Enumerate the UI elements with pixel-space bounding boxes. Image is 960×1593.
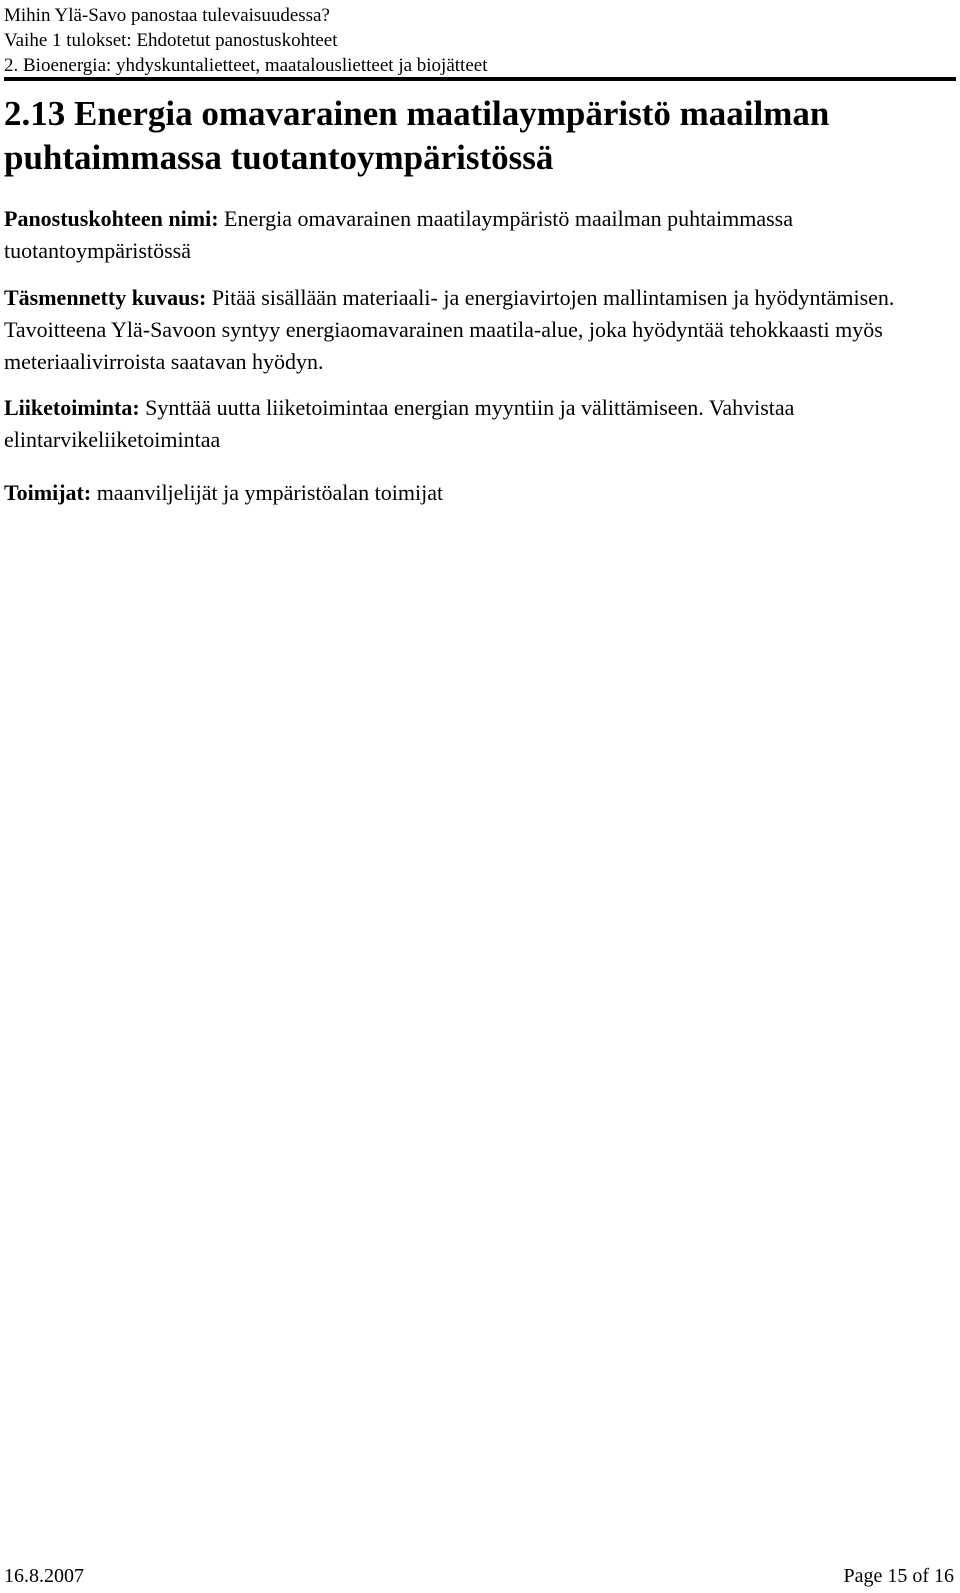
header-line-1: Mihin Ylä-Savo panostaa tulevaisuudessa? [4, 5, 330, 26]
field-value-toimijat: maanviljelijät ja ympäristöalan toimijat [96, 480, 444, 505]
field-value-nimi: Energia omavarainen maatilaympäristö maailman puhtaimmassa tuotantoympäristössä [4, 206, 794, 263]
field-label-nimi: Panostuskohteen nimi: [4, 206, 219, 231]
field-panostuskohteen-nimi [4, 203, 952, 267]
field-label-toimijat: Toimijat: [4, 480, 92, 505]
header-line-3: 2. Bioenergia: yhdyskuntalietteet, maatalouslietteet ja biojätteet [4, 55, 488, 76]
field-value-liiketoiminta: Synttää uutta liiketoimintaa energian myyntiin ja välittämiseen. Vahvistaa elintarvikeliiketoimintaa [4, 395, 795, 452]
field-label-kuvaus: Täsmennetty kuvaus: [4, 285, 207, 310]
page-header [4, 3, 944, 78]
field-toimijat [4, 477, 952, 509]
section-title: 2.13 Energia omavarainen maatilaympäristö maailman puhtaimmassa tuotantoympäristössä [4, 94, 830, 177]
field-label-liiketoiminta: Liiketoiminta: [4, 395, 140, 420]
field-liiketoiminta [4, 392, 952, 456]
header-line-2: Vaihe 1 tulokset: Ehdotetut panostuskohteet [4, 30, 338, 51]
field-tasmennetty-kuvaus [4, 282, 952, 378]
header-divider [4, 77, 956, 81]
footer-date: 16.8.2007 [4, 1565, 84, 1587]
footer-page-number: Page 15 of 16 [843, 1565, 954, 1587]
field-value-kuvaus: Pitää sisällään materiaali- ja energiavirtojen mallintamisen ja hyödyntämisen. Tavoitteena Ylä-Savoon syntyy energiaomavarainen maatila-alue, joka hyödyntää tehokkaasti myös meteriaalivirroista saatavan hyödyn. [4, 285, 895, 374]
